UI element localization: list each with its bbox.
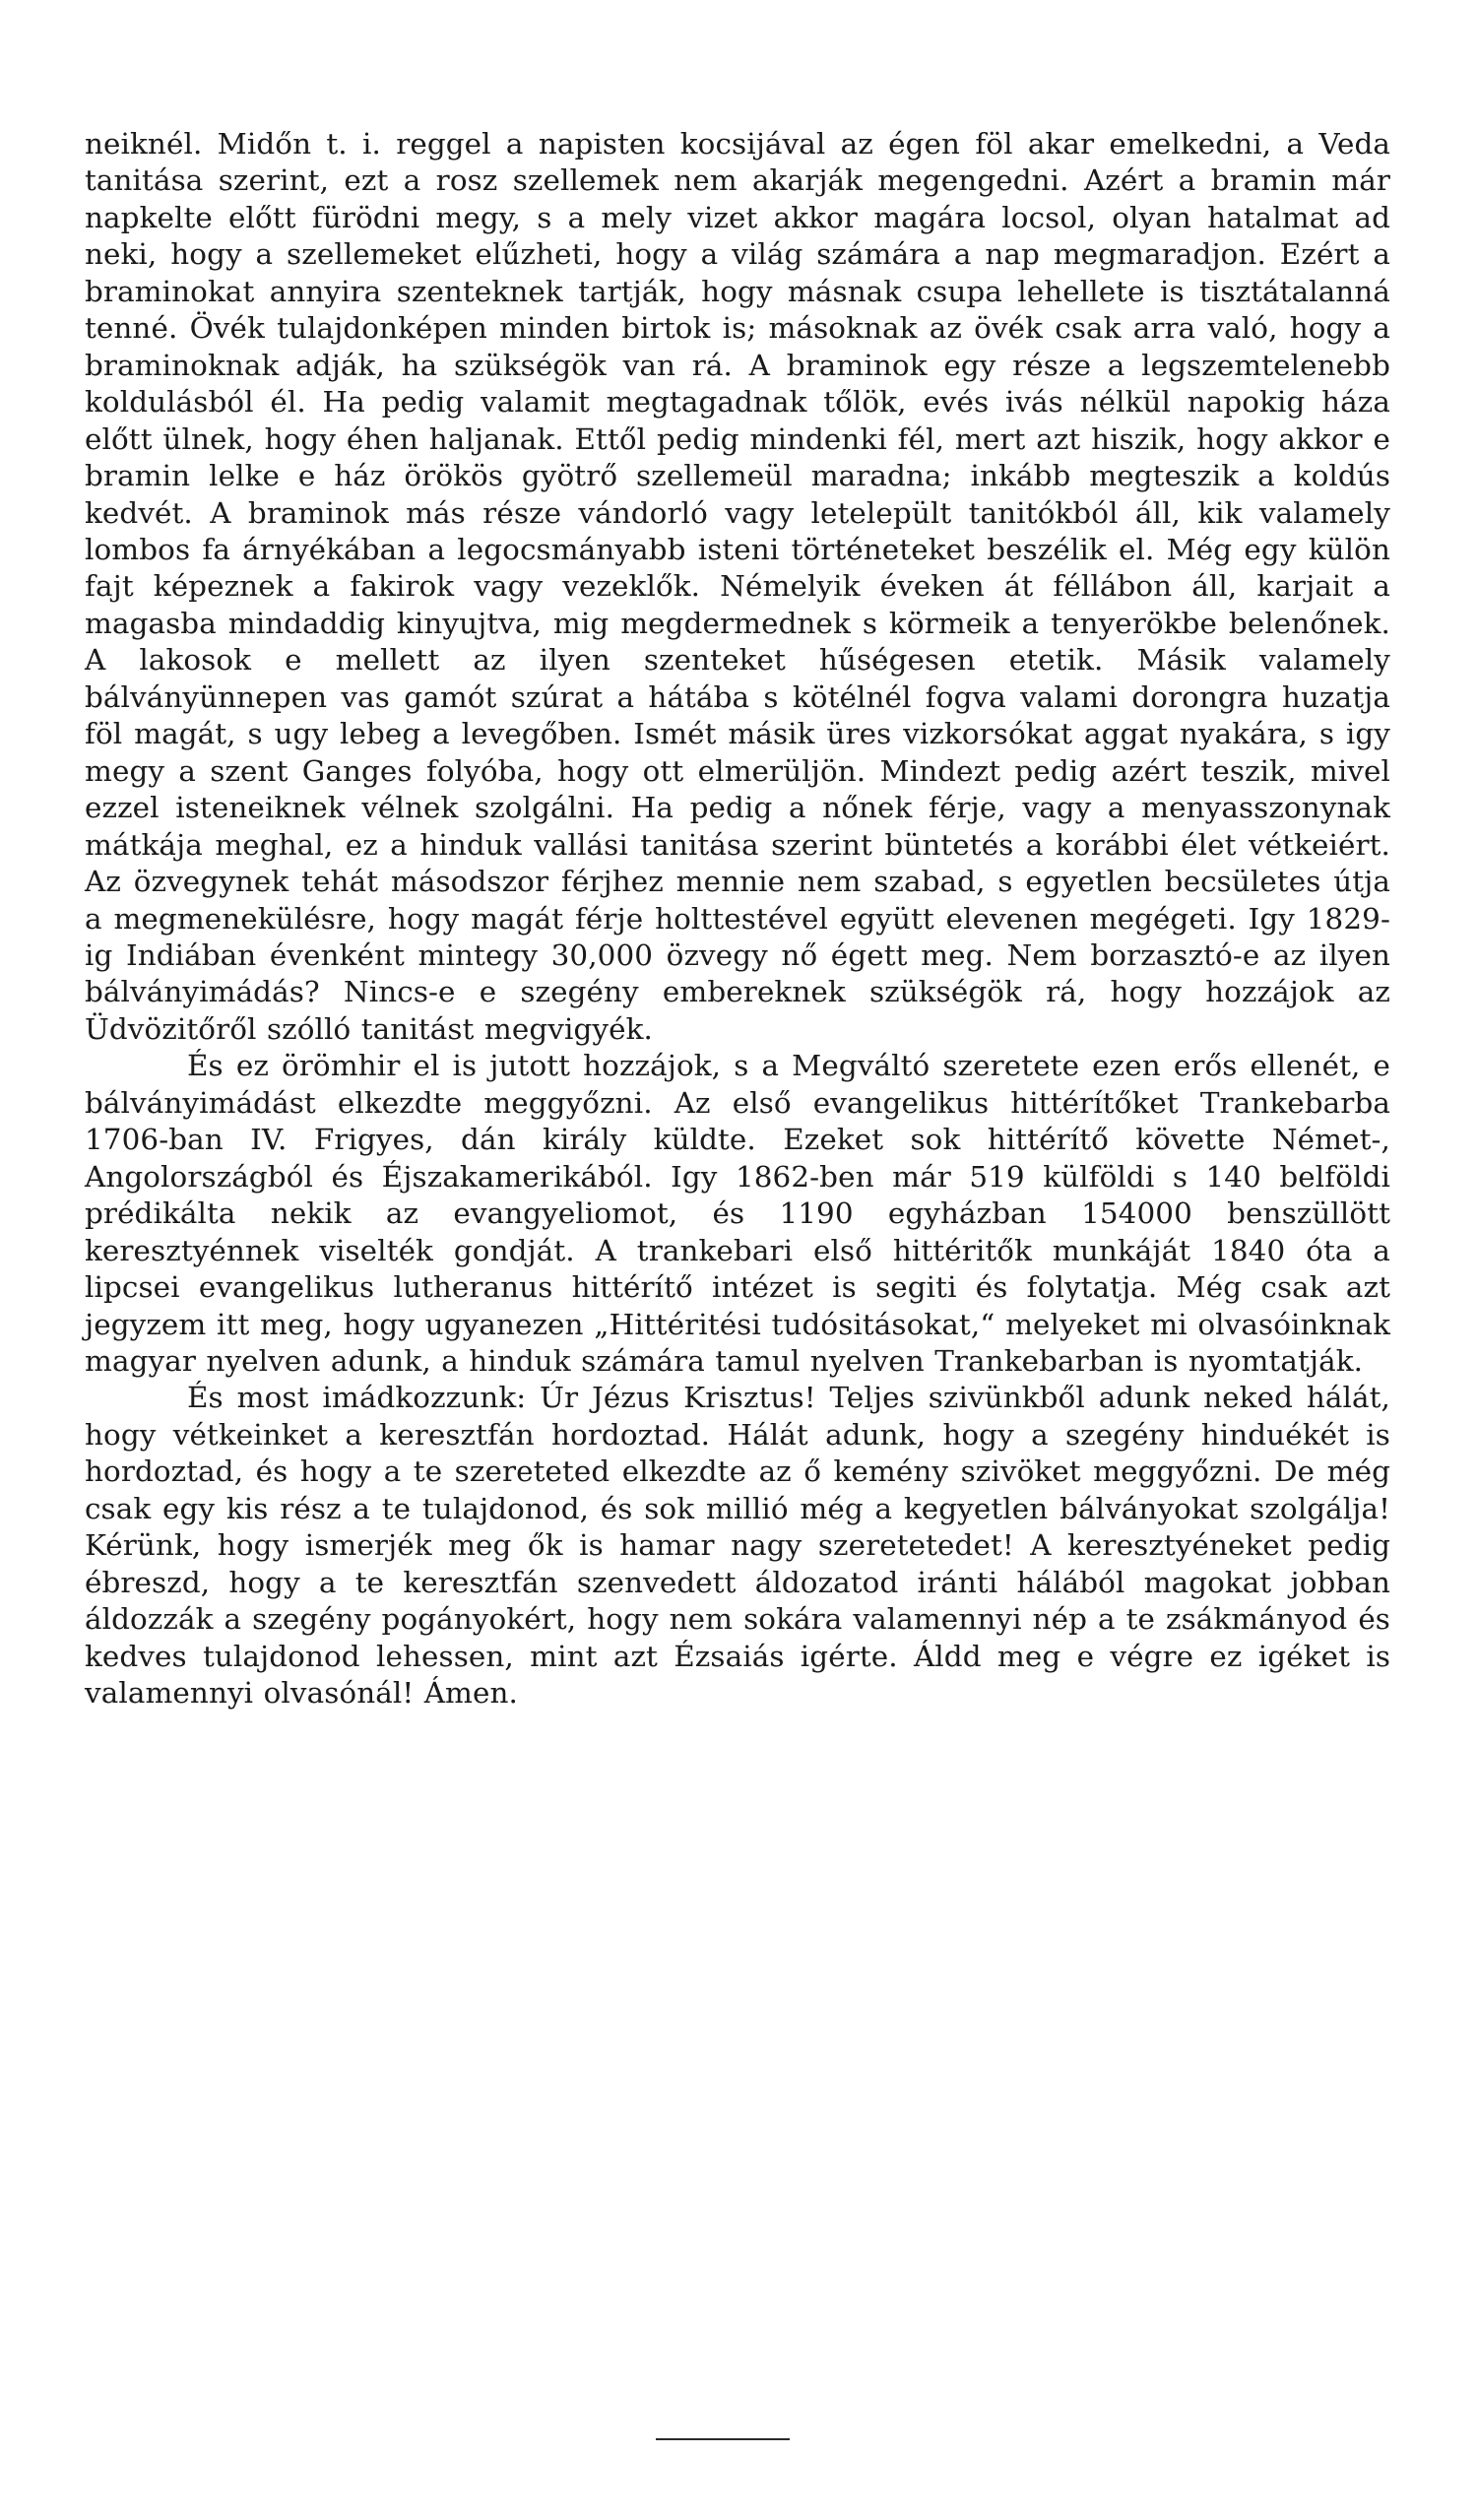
paragraph-2: És ez örömhir el is jutott hozzájok, s a Megváltó szeretete ezen erős ellenét, e bálványimádást elkezdte meggyőzni. Az első evangelikus hittérítőket Trankebarba 1706-ban IV. Frigyes, dán király küldte. Ezeket sok hittérítő követte Német-, Angolországból és Éjszakamerikából. Igy 1862-ben már 519 külföldi s 140 belföldi prédikálta nekik az evangyeliomot, és 1190 egyházban 154000 benszüllött keresztyénnek viselték gondját. A trankebari első hittéritők munkáját 1840 óta a lipcsei evangelikus lutheranus hittérítő intézet is segiti és folytatja. Még csak azt jegyzem itt meg, hogy ugyanezen „Hittéritési tudósitásokat,“ melyeket mi olvasóinknak magyar nyelven adunk, a hinduk számára tamul nyelven Trankebarban is nyomtatják. [85, 1049, 1390, 1378]
paragraph-1: neiknél. Midőn t. i. reggel a napisten kocsijával az égen föl akar emelkedni, a Veda tanitása szerint, ezt a rosz szellemek nem akarják megengedni. Azért a bramin már napkelte előtt fürödni megy, s a mely vizet akkor magára locsol, olyan hatalmat ad neki, hogy a szellemeket elűzheti, hogy a világ számára a nap megmaradjon. Ezért a braminokat annyira szenteknek tartják, hogy másnak csupa lehellete is tisztátalanná tenné. Övék tulajdonképen minden birtok is; másoknak az övék csak arra való, hogy a braminoknak adják, ha szükségök van rá. A braminok egy része a legszemtelenebb koldulásból él. Ha pedig valamit megtagadnak tőlök, evés ivás nélkül napokig háza előtt ülnek, hogy éhen haljanak. Ettől pedig mindenki fél, mert azt hiszik, hogy akkor e bramin lelke e ház örökös gyötrő szellemeül maradna; inkább megteszik a koldús kedvét. A braminok más része vándorló vagy letelepült tanitókból áll, kik valamely lombos fa árnyékában a legocsmányabb isteni történeteket beszélik el. Még egy külön fajt képeznek a fakirok vagy vezeklők. Némelyik éveken át féllábon áll, karjait a magasba mindaddig kinyujtva, mig megdermednek s körmeik a tenyerökbe belenőnek. A lakosok e mellett az ilyen szenteket hűségesen etetik. Másik valamely bálványünnepen vas gamót szúrat a hátába s kötélnél fogva valami dorongra huzatja föl magát, s ugy lebeg a levegőben. Ismét másik üres vizkorsókat aggat nyakára, s igy megy a szent Ganges folyóba, hogy ott elmerüljön. Mindezt pedig azért teszik, mivel ezzel isteneiknek vélnek szolgálni. Ha pedig a nőnek férje, vagy a menyasszonynak mátkája meghal, ez a hinduk vallási tanitása szerint büntetés a korábbi élet vétkeiért. Az özvegynek tehát másodszor férjhez mennie nem szabad, s egyetlen becsületes útja a megmenekülésre, hogy magát férje holttestével együtt elevenen megégeti. Igy 1829-ig Indiában évenként mintegy 30,000 özvegy nő égett meg. Nem borzasztó-e az ilyen bálványimádás? Nincs-e e szegény embereknek szükségök rá, hogy hozzájok az Üdvözitőről szólló tanitást megvigyék. [85, 127, 1390, 1046]
section-divider [656, 2438, 790, 2440]
body-text [85, 126, 1390, 1712]
paragraph-3: És most imádkozzunk: Úr Jézus Krisztus! Teljes szivünkből adunk neked hálát, hogy vétkeinket a keresztfán hordoztad. Hálát adunk, hogy a szegény hinduékét is hordoztad, és hogy a te szereteted elkezdte az ő kemény szivöket meggyőzni. De még csak egy kis rész a te tulajdonod, és sok millió még a kegyetlen bálványokat szolgálja! Kérünk, hogy ismerjék meg ők is hamar nagy szeretetedet! A keresztyéneket pedig ébreszd, hogy a te keresztfán szenvedett áldozatod iránti hálából magokat jobban áldozzák a szegény pogányokért, hogy nem sokára valamennyi nép a te zsákmányod és kedves tulajdonod lehessen, mint azt Ézsaiás igérte. Áldd meg e végre ez igéket is valamennyi olvasónál! Ámen. [85, 1381, 1390, 1711]
